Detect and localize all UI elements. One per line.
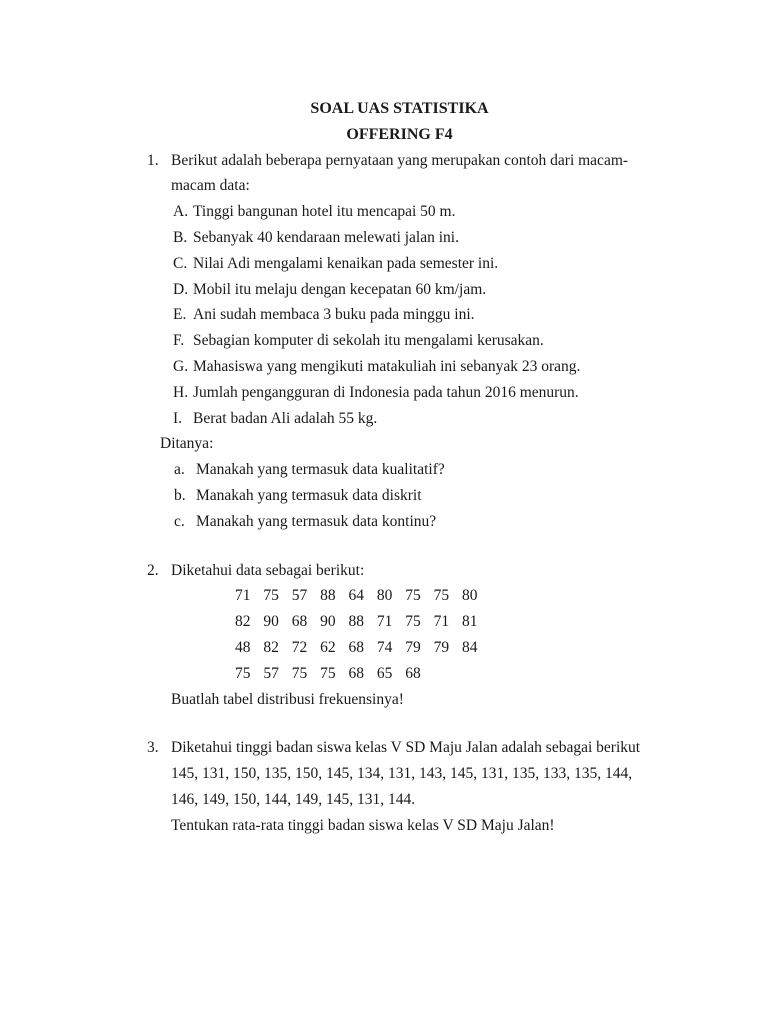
question-1-text-line: Berikut adalah beberapa pernyataan yang merupakan contoh dari macam- (171, 151, 629, 169)
sub-question-text: Manakah yang termasuk data kualitatif? (196, 461, 445, 479)
document-subtitle: OFFERING F4 (346, 125, 453, 143)
question-2-text-line: Diketahui data sebagai berikut: (171, 561, 365, 579)
statement-item-i (173, 406, 652, 432)
statement-list (173, 199, 652, 431)
asked-label: Ditanya: (160, 435, 214, 453)
statement-item-f (173, 328, 652, 354)
statement-item-text: Sebanyak 40 kendaraan melewati jalan ini. (193, 228, 459, 246)
question-1-text-line: macam data: (171, 177, 250, 195)
document-title: SOAL UAS STATISTIKA (310, 100, 489, 117)
statement-item-c (173, 251, 652, 277)
question-1-number: 1. (147, 151, 159, 169)
question-2-intro (147, 558, 652, 713)
statement-item-h (173, 380, 652, 406)
statement-item-label: I. (173, 409, 183, 427)
statement-item-text: Sebagian komputer di sekolah itu mengalami kerusakan. (193, 332, 544, 350)
sub-question-label: a. (174, 461, 185, 479)
statement-item-label: G. (173, 357, 189, 375)
question-1 (147, 148, 652, 535)
statement-item-text: Mobil itu melaju dengan kecepatan 60 km/jam. (193, 280, 487, 298)
statement-item-label: D. (173, 280, 189, 298)
statement-item-g (173, 354, 652, 380)
statement-item-text: Ani sudah membaca 3 buku pada minggu ini. (193, 306, 475, 324)
statement-item-text: Nilai Adi mengalami kenaikan pada semester ini. (193, 254, 499, 272)
statement-item-a (173, 199, 652, 225)
question-2-number: 2. (147, 561, 159, 579)
sub-question-label: c. (174, 512, 185, 530)
data-table (235, 583, 652, 686)
sub-question-list (174, 457, 652, 534)
question-3-number: 3. (147, 739, 159, 757)
sub-question-a (174, 457, 652, 483)
data-row: 71 75 57 88 64 80 75 75 80 (235, 587, 478, 605)
statement-item-e (173, 302, 652, 328)
question-1-intro (147, 148, 652, 200)
question-3-text-line: Diketahui tinggi badan siswa kelas V SD Maju Jalan adalah sebagai berikut (171, 739, 641, 757)
statement-item-label: E. (173, 306, 187, 324)
statement-item-d (173, 277, 652, 303)
statement-item-b (173, 225, 652, 251)
question-3 (147, 735, 652, 838)
statement-item-label: H. (173, 383, 189, 401)
question-2-task: Buatlah tabel distribusi frekuensinya! (171, 690, 404, 708)
question-1-text (171, 148, 652, 200)
sub-question-c (174, 509, 652, 535)
sub-question-b (174, 483, 652, 509)
question-3-text-line: 146, 149, 150, 144, 149, 145, 131, 144. (171, 790, 416, 808)
statement-item-label: C. (173, 254, 188, 272)
statement-item-label: F. (173, 332, 185, 350)
statement-item-text: Tinggi bangunan hotel itu mencapai 50 m. (193, 203, 456, 221)
question-2 (147, 558, 652, 713)
sub-question-text: Manakah yang termasuk data diskrit (196, 486, 422, 504)
sub-question-label: b. (174, 486, 186, 504)
data-row: 82 90 68 90 88 71 75 71 81 (235, 613, 478, 631)
statement-item-text: Berat badan Ali adalah 55 kg. (193, 409, 378, 427)
exam-document (147, 96, 652, 839)
statement-item-text: Jumlah pengangguran di Indonesia pada tahun 2016 menurun. (193, 383, 579, 401)
statement-item-label: A. (173, 203, 189, 221)
statement-item-text: Mahasiswa yang mengikuti matakuliah ini sebanyak 23 orang. (193, 357, 581, 375)
question-3-text (171, 735, 652, 838)
data-row: 48 82 72 62 68 74 79 79 84 (235, 638, 478, 656)
sub-question-text: Manakah yang termasuk data kontinu? (196, 512, 437, 530)
question-2-text (171, 558, 652, 713)
question-3-task: Tentukan rata-rata tinggi badan siswa kelas V SD Maju Jalan! (171, 816, 555, 834)
question-3-text-line: 145, 131, 150, 135, 150, 145, 134, 131, 143, 145, 131, 135, 133, 135, 144, (171, 765, 633, 783)
question-3-intro (147, 735, 652, 838)
statement-item-label: B. (173, 228, 188, 246)
data-row: 75 57 75 75 68 65 68 (235, 664, 421, 682)
